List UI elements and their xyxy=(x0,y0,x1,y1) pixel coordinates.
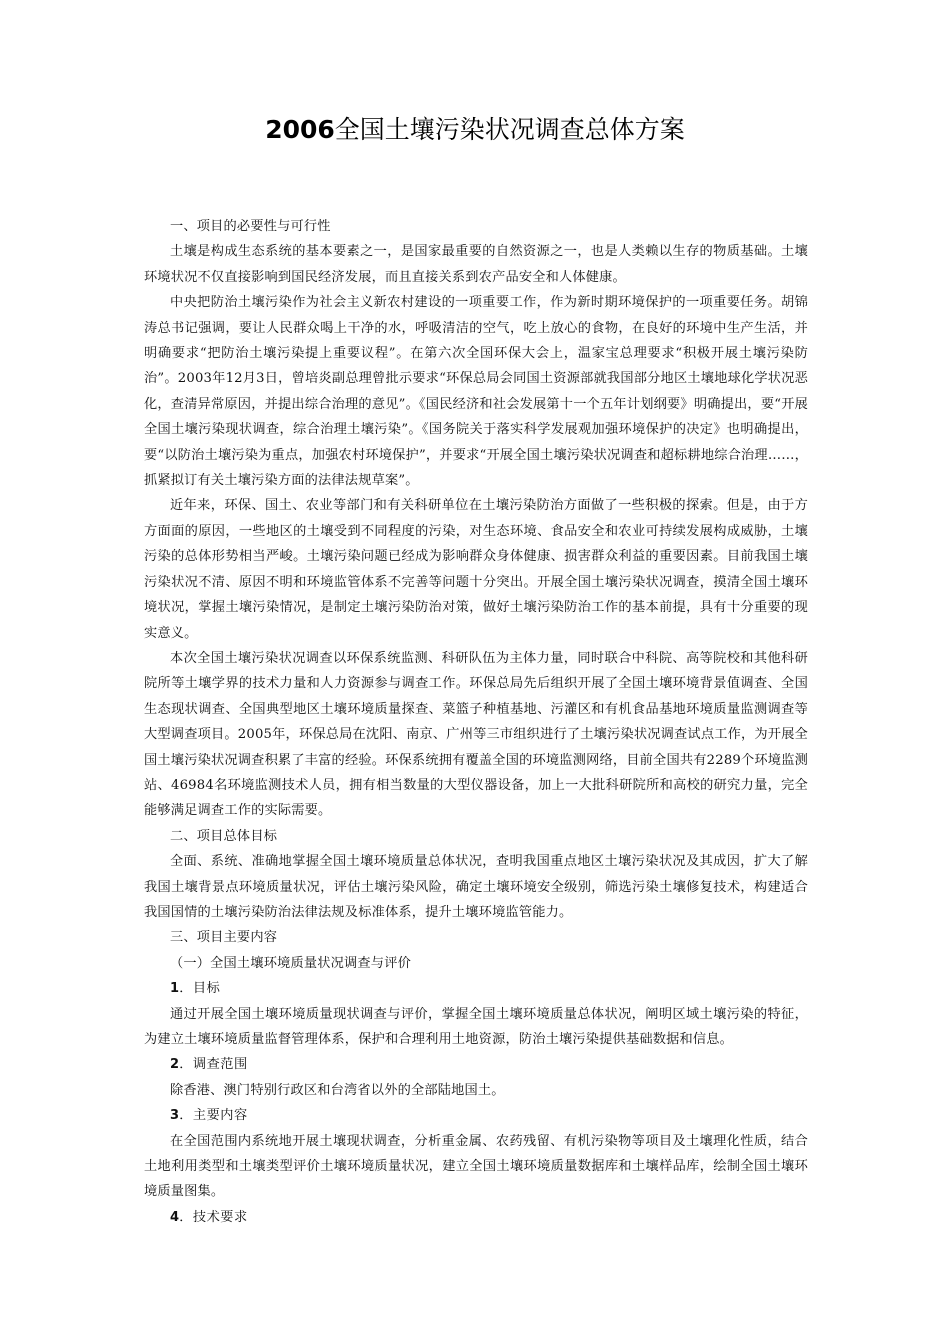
paragraph: 土壤是构成生态系统的基本要素之一，是国家最重要的自然资源之一，也是人类赖以生存的物质基础。土壤环境状况不仅直接影响到国民经济发展，而且直接关系到农产品安全和人体健康。 xyxy=(144,244,808,285)
item-number: 4 xyxy=(170,1209,180,1225)
item-label: ．主要内容 xyxy=(179,1108,248,1124)
section-heading: 一、项目的必要性与可行性 xyxy=(170,219,331,234)
item-label: ．调查范围 xyxy=(179,1057,248,1073)
paragraph: 本次全国土壤污染状况调查以环保系统监测、科研队伍为主体力量，同时联合中科院、高等院校和其他科研院所等土壤学界的技术力量和人力资源参与调查工作。环保总局先后组织开展了全国土壤环境背景值调查、全国生态现状调查、全国典型地区土壤环境质量探查、菜篮子种植基地、污灌区和有机食品基地环境质量监测调查等大型调查项目。2005年，环保总局在沈阳、南京、广州等三市组织进行了土壤污染状况调查试点工作，为开展全国土壤污染状况调查积累了丰富的经验。环保系统拥有覆盖全国的环境监测网络，目前全国共有2289个环境监测站、46984名环境监测技术人员，拥有相当数量的大型仪器设备，加上一大批科研院所和高校的研究力量，完全能够满足调查工作的实际需要。 xyxy=(144,650,808,819)
item-number: 2 xyxy=(170,1057,180,1073)
paragraph: 在全国范围内系统地开展土壤现状调查，分析重金属、农药残留、有机污染物等项目及土壤理化性质，结合土地利用类型和土壤类型评价土壤环境质量状况，建立全国土壤环境质量数据库和土壤样品库，绘制全国土壤环境质量图集。 xyxy=(144,1133,808,1200)
subsection-heading: （一）全国土壤环境质量状况调查与评价 xyxy=(170,955,411,971)
item-label: ．技术要求 xyxy=(179,1209,248,1225)
item-number: 3 xyxy=(170,1108,180,1124)
paragraph: 近年来，环保、国土、农业等部门和有关科研单位在土壤污染防治方面做了一些积极的探索。但是，由于方方面面的原因，一些地区的土壤受到不同程度的污染，对生态环境、食品安全和农业可持续发展构成威胁，土壤污染的总体形势相当严峻。土壤污染问题已经成为影响群众身体健康、损害群众利益的重要因素。目前我国土壤污染状况不清、原因不明和环境监管体系不完善等问题十分突出。开展全国土壤污染状况调查，摸清全国土壤环境状况，掌握土壤污染情况，是制定土壤污染防治对策，做好土壤污染防治工作的基本前提，具有十分重要的现实意义。 xyxy=(144,498,808,641)
item-heading xyxy=(144,1205,808,1230)
title-text: 全国土壤污染状况调查总体方案 xyxy=(334,115,685,144)
paragraph: 全面、系统、准确地掌握全国土壤环境质量总体状况，查明我国重点地区土壤污染状况及其成因，扩大了解我国土壤背景点环境质量状况，评估土壤污染风险，确定土壤环境安全级别，筛选污染土壤修复技术，构建适合我国国情的土壤污染防治法律法规及标准体系，提升土壤环境监管能力。 xyxy=(144,854,808,920)
section-heading: 三、项目主要内容 xyxy=(170,930,278,946)
item-number: 1 xyxy=(170,981,180,997)
item-heading xyxy=(144,976,808,1001)
item-heading xyxy=(144,1052,808,1077)
paragraph: 除香港、澳门特别行政区和台湾省以外的全部陆地国土。 xyxy=(170,1082,505,1098)
title-year: 2006 xyxy=(265,115,335,144)
paragraph: 通过开展全国土壤环境质量现状调查与评价，掌握全国土壤环境质量总体状况，阐明区域土壤污染的特征，为建立土壤环境质量监督管理体系，保护和合理利用土地资源，防治土壤污染提供基础数据和信息。 xyxy=(144,1006,808,1047)
section-heading: 二、项目总体目标 xyxy=(170,828,278,844)
page-title xyxy=(0,112,950,148)
item-heading xyxy=(144,1103,808,1128)
document-body xyxy=(144,214,808,1230)
paragraph: 中央把防治土壤污染作为社会主义新农村建设的一项重要工作，作为新时期环境保护的一项重要任务。胡锦涛总书记强调，要让人民群众喝上干净的水，呼吸清洁的空气，吃上放心的食物，在良好的环境中生产生活，并明确要求“把防治土壤污染提上重要议程”。在第六次全国环保大会上，温家宝总理要求“积极开展土壤污染防治”。2003年12月3日，曾培炎副总理曾批示要求“环保总局会同国土资源部就我国部分地区土壤地球化学状况恶化，查清异常原因，并提出综合治理的意见”。《国民经济和社会发展第十一个五年计划纲要》明确提出，要“开展全国土壤污染现状调查，综合治理土壤污染”。《国务院关于落实科学发展观加强环境保护的决定》也明确提出，要“以防治土壤污染为重点，加强农村环境保护”，并要求“开展全国土壤污染状况调查和超标耕地综合治理……，抓紧拟订有关土壤污染方面的法律法规草案”。 xyxy=(144,295,808,489)
item-label: ．目标 xyxy=(179,981,221,997)
